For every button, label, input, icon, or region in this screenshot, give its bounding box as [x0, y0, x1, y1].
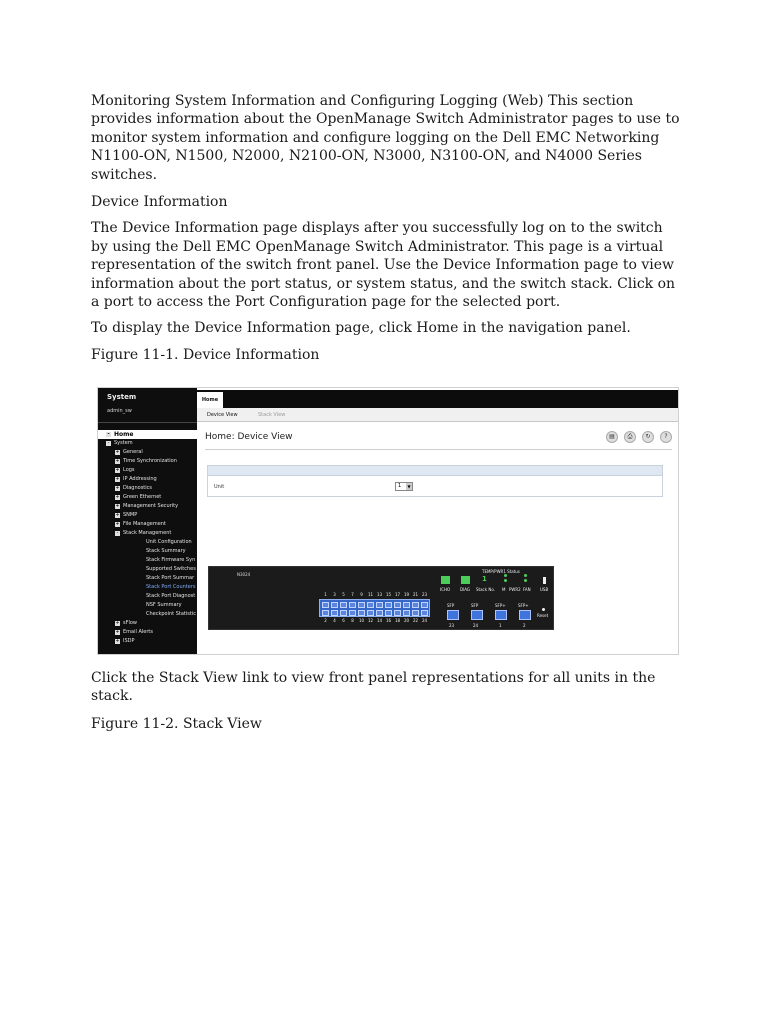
- subtab-device-view[interactable]: Device View: [207, 412, 238, 418]
- nav-item[interactable]: [98, 484, 197, 493]
- port-number: 23: [421, 592, 428, 597]
- tab-home[interactable]: Home: [197, 392, 223, 408]
- chevron-down-icon: ▼: [407, 484, 411, 489]
- status-led: [504, 579, 507, 582]
- port-number: 8: [351, 618, 354, 623]
- status-led: [524, 574, 527, 577]
- reset-label: Reset: [537, 613, 549, 618]
- ethernet-port-16[interactable]: [385, 610, 392, 616]
- nav-item-label: Stack Firmware Syn: [146, 557, 196, 563]
- nav-item-label: Green Ethernet: [123, 494, 162, 500]
- ethernet-port-1[interactable]: [322, 602, 329, 608]
- nav-item-label: Home: [114, 431, 134, 438]
- nav-item-label: SNMP: [123, 512, 138, 518]
- expand-icon[interactable]: +: [115, 467, 120, 473]
- device-information-paragraph: The Device Information page displays after you successfully log on to the switch by using the Dell EMC OpenManage Switch Administrator. This page is a virtual representation of the switch front panel. Use the Device Information page to view information about the port status, or system status, and the switch stack. Click on a port to access the Port Configuration page for the selected port.: [91, 220, 676, 311]
- ethernet-port-8[interactable]: [349, 610, 356, 616]
- sfp-label: SFP+: [495, 603, 506, 608]
- led-icho: [441, 576, 450, 584]
- figure-2-caption: Figure 11-2. Stack View: [91, 715, 262, 732]
- status-label-fan: FAN: [523, 587, 531, 592]
- ethernet-port-2[interactable]: [322, 610, 329, 616]
- page-title: Home: Device View: [205, 432, 293, 442]
- nav-item-label: Email Alerts: [123, 629, 153, 635]
- port-number: 21: [412, 592, 419, 597]
- nav-item-label: Time Synchronization: [123, 458, 177, 464]
- status-label-m: M: [502, 587, 506, 592]
- nav-item[interactable]: [98, 529, 197, 538]
- tab-bar: [197, 390, 678, 408]
- expand-icon[interactable]: +: [115, 485, 120, 491]
- nav-item-label: ISDP: [123, 638, 135, 644]
- reset-button[interactable]: [542, 608, 545, 611]
- nav-item[interactable]: [98, 457, 197, 466]
- sfp-number: 2: [523, 623, 526, 628]
- port-number: 22: [412, 618, 419, 623]
- port-number: 7: [351, 592, 354, 597]
- nav-item-label: General: [123, 449, 143, 455]
- usb-port: [543, 577, 546, 584]
- port-number: 3: [333, 592, 336, 597]
- unit-panel: [207, 465, 663, 497]
- nav-item[interactable]: [98, 610, 197, 619]
- unit-label: Unit: [214, 484, 225, 490]
- port-number: 6: [342, 618, 345, 623]
- port-number: 11: [367, 592, 374, 597]
- ethernet-port-17[interactable]: [394, 602, 401, 608]
- nav-item[interactable]: [98, 547, 197, 556]
- ethernet-port-11[interactable]: [367, 602, 374, 608]
- nav-item[interactable]: [98, 574, 197, 583]
- ethernet-port-13[interactable]: [376, 602, 383, 608]
- nav-item[interactable]: [98, 448, 197, 457]
- stack-number-display: 1: [482, 575, 487, 583]
- toolbar-icons: [600, 431, 672, 445]
- port-number: 9: [360, 592, 363, 597]
- ethernet-port-3[interactable]: [331, 602, 338, 608]
- nav-item[interactable]: [98, 592, 197, 601]
- nav-item[interactable]: [98, 637, 197, 646]
- stack-view-instruction-paragraph: Click the Stack View link to view front panel representations for all units in the stack.: [91, 670, 656, 705]
- port-number: 5: [342, 592, 345, 597]
- nav-item-label: IP Addressing: [123, 476, 157, 482]
- status-label-usb: USB: [540, 587, 549, 592]
- nav-tree: [98, 430, 197, 646]
- ethernet-port-12[interactable]: [367, 610, 374, 616]
- nav-item[interactable]: [98, 628, 197, 637]
- nav-item-label: Management Security: [123, 503, 179, 509]
- expand-icon[interactable]: +: [115, 494, 120, 500]
- figure-1-screenshot: [97, 387, 679, 655]
- nav-item-label: Diagnostics: [123, 485, 153, 491]
- nav-item-label: Unit Configuration: [146, 539, 192, 545]
- nav-item[interactable]: [98, 502, 197, 511]
- ethernet-port-24[interactable]: [421, 610, 428, 616]
- sfp-port-23[interactable]: [447, 610, 459, 620]
- nav-item-label: Stack Port Counters: [146, 584, 196, 590]
- collapse-icon[interactable]: -: [107, 431, 110, 437]
- port-number: 18: [394, 618, 401, 623]
- expand-icon[interactable]: +: [115, 476, 120, 482]
- ethernet-port-7[interactable]: [349, 602, 356, 608]
- nav-item-label: Stack Summary: [146, 548, 186, 554]
- expand-icon[interactable]: +: [115, 620, 120, 626]
- status-led: [524, 579, 527, 582]
- expand-icon[interactable]: +: [115, 638, 120, 644]
- navigation-panel: [98, 388, 197, 654]
- expand-icon[interactable]: +: [115, 521, 120, 527]
- port-number: 17: [394, 592, 401, 597]
- status-label-stack-no: Stack No.: [476, 587, 495, 592]
- ethernet-port-10[interactable]: [358, 610, 365, 616]
- nav-item[interactable]: [98, 493, 197, 502]
- save-icon[interactable]: ▤: [606, 431, 618, 443]
- expand-icon[interactable]: +: [115, 458, 120, 464]
- ethernet-port-9[interactable]: [358, 602, 365, 608]
- nav-item-label: NSF Summary: [146, 602, 182, 608]
- led-diag: [461, 576, 470, 584]
- display-instruction-paragraph: To display the Device Information page, click Home in the navigation panel.: [91, 320, 631, 337]
- nav-item[interactable]: [98, 511, 197, 520]
- port-number: 24: [421, 618, 428, 623]
- nav-item-label: System: [114, 440, 133, 446]
- sfp-number: 24: [473, 623, 479, 628]
- collapse-icon[interactable]: -: [107, 440, 110, 446]
- nav-item[interactable]: [98, 565, 197, 574]
- nav-item[interactable]: [98, 619, 197, 628]
- top-port-numbers: [321, 592, 429, 598]
- nav-item-label: Stack Port Diagnost: [146, 593, 196, 599]
- port-number: 16: [385, 618, 392, 623]
- ethernet-port-22[interactable]: [412, 610, 419, 616]
- nav-item[interactable]: [98, 583, 197, 592]
- document-body: [91, 92, 681, 364]
- nav-item-label: Checkpoint Statistic: [146, 611, 196, 617]
- refresh-icon[interactable]: ↻: [642, 431, 654, 443]
- subtab-bar: [197, 408, 678, 422]
- ethernet-port-4[interactable]: [331, 610, 338, 616]
- main-content: [197, 388, 678, 654]
- unit-panel-header: [208, 466, 662, 476]
- document-body-continued: [91, 669, 681, 733]
- title-divider: [205, 449, 672, 450]
- nav-item[interactable]: [98, 520, 197, 529]
- status-led: [504, 574, 507, 577]
- switch-front-panel: [208, 566, 554, 630]
- ethernet-port-5[interactable]: [340, 602, 347, 608]
- unit-select-value: 1: [398, 483, 402, 489]
- nav-item[interactable]: [98, 538, 197, 547]
- ethernet-port-15[interactable]: [385, 602, 392, 608]
- sfp-label: SFP: [471, 603, 479, 608]
- ethernet-port-19[interactable]: [403, 602, 410, 608]
- nav-item[interactable]: [98, 556, 197, 565]
- expand-icon[interactable]: +: [115, 629, 120, 635]
- nav-item[interactable]: [98, 601, 197, 610]
- ethernet-port-14[interactable]: [376, 610, 383, 616]
- sfp-number: 23: [449, 623, 455, 628]
- expand-icon[interactable]: +: [115, 449, 120, 455]
- intro-paragraph: Monitoring System Information and Configuring Logging (Web) This section provides information about the OpenManage Switch Administrator pages to use to monitor system information and configure logging on the Dell EMC Networking N1100-ON, N1500, N2000, N2100-ON, N3000, N3100-ON, and N4000 Series switches.: [91, 93, 680, 183]
- ethernet-port-20[interactable]: [403, 610, 410, 616]
- print-icon[interactable]: ⎙: [624, 431, 636, 443]
- nav-item-label: Stack Management: [123, 530, 172, 536]
- nav-title: System: [107, 393, 137, 401]
- port-number: 12: [367, 618, 374, 623]
- ethernet-port-21[interactable]: [412, 602, 419, 608]
- ethernet-port-23[interactable]: [421, 602, 428, 608]
- status-label-pwr2: PWR2: [509, 587, 521, 592]
- status-header: TEMP/PWR1 Status: [482, 569, 520, 574]
- help-icon[interactable]: ?: [660, 431, 672, 443]
- nav-item[interactable]: [98, 466, 197, 475]
- nav-username: admin_sw: [107, 408, 132, 414]
- nav-item[interactable]: [98, 430, 197, 439]
- sfp-label: SFP+: [518, 603, 529, 608]
- nav-item[interactable]: [98, 475, 197, 484]
- switch-model-label: N3024: [237, 572, 251, 577]
- port-number: 1: [324, 592, 327, 597]
- port-number: 13: [376, 592, 383, 597]
- status-label-diag: DIAG: [460, 587, 471, 592]
- port-number: 19: [403, 592, 410, 597]
- nav-item[interactable]: [98, 439, 197, 448]
- port-block: [319, 599, 430, 617]
- collapse-icon[interactable]: -: [116, 530, 119, 536]
- port-number: 10: [358, 618, 365, 623]
- ethernet-port-6[interactable]: [340, 610, 347, 616]
- sfp-plus-port-2[interactable]: [519, 610, 531, 620]
- nav-item-label: Stack Port Summar: [146, 575, 195, 581]
- sfp-plus-port-1[interactable]: [495, 610, 507, 620]
- nav-item-label: File Management: [123, 521, 166, 527]
- figure-1-caption: Figure 11-1. Device Information: [91, 346, 320, 363]
- port-number: 15: [385, 592, 392, 597]
- expand-icon[interactable]: +: [115, 503, 120, 509]
- port-number: 14: [376, 618, 383, 623]
- nav-item-label: Logs: [123, 467, 135, 473]
- port-number: 20: [403, 618, 410, 623]
- status-label-icho: ICHO: [440, 587, 451, 592]
- nav-divider: [98, 422, 197, 423]
- nav-item-label: Supported Switches: [146, 566, 196, 572]
- nav-item-label: sFlow: [123, 620, 138, 626]
- subtab-stack-view[interactable]: Stack View: [258, 412, 286, 418]
- ethernet-port-18[interactable]: [394, 610, 401, 616]
- sfp-number: 1: [499, 623, 502, 628]
- sfp-port-24[interactable]: [471, 610, 483, 620]
- sfp-label: SFP: [447, 603, 455, 608]
- port-number: 4: [333, 618, 336, 623]
- bottom-port-numbers: [321, 618, 429, 624]
- expand-icon[interactable]: +: [115, 512, 120, 518]
- device-information-heading: Device Information: [91, 194, 228, 211]
- unit-select[interactable]: [395, 482, 413, 491]
- port-number: 2: [324, 618, 327, 623]
